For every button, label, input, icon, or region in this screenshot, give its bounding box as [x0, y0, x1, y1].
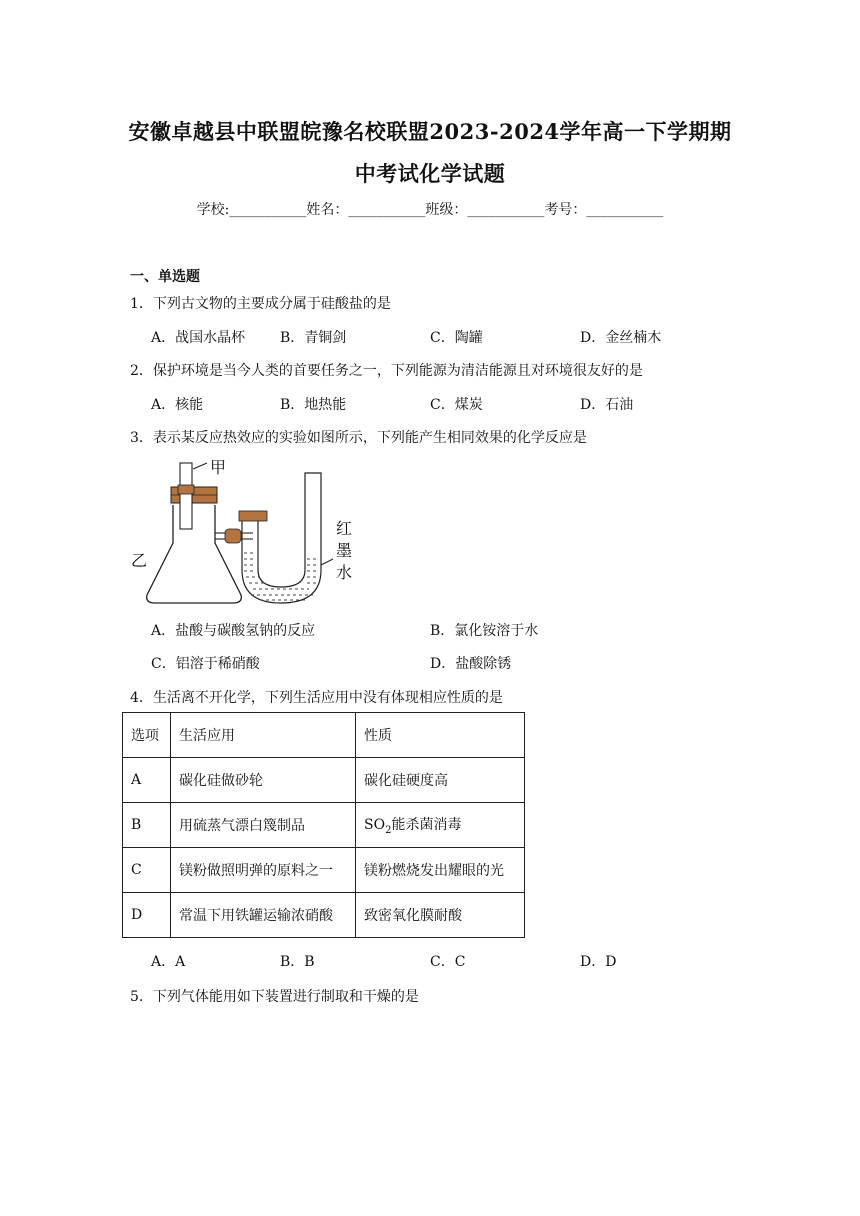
table-cell: 镁粉做照明弹的原料之一: [171, 848, 356, 893]
label-red-ink-1: 红: [336, 519, 353, 538]
table-cell: D: [123, 893, 171, 938]
label-jia: 甲: [210, 458, 227, 477]
dropper-tube: [180, 463, 192, 529]
question-2-stem: 2．保护环境是当今人类的首要任务之一，下列能源为清洁能源且对环境很友好的是: [130, 363, 643, 379]
question-3-option-b: B．氯化铵溶于水: [430, 623, 539, 639]
table-header-cell: 生活应用: [171, 713, 356, 758]
table-cell: 致密氧化膜耐酸: [356, 893, 525, 938]
table-row: [123, 758, 525, 803]
question-4-table: [122, 712, 525, 938]
label-red-ink-2: 墨: [336, 541, 353, 560]
table-header-cell: 性质: [356, 713, 525, 758]
experiment-apparatus-figure: [125, 455, 365, 615]
question-3-option-d: D．盐酸除锈: [430, 656, 512, 672]
u-tube: [242, 473, 321, 603]
table-cell: A: [123, 758, 171, 803]
table-cell: 碳化硅硬度高: [356, 758, 525, 803]
question-1-stem: 1．下列古文物的主要成分属于硅酸盐的是: [130, 296, 391, 312]
question-1-option-a: A．战国水晶杯: [151, 330, 246, 346]
property-text: 能杀菌消毒: [391, 817, 462, 834]
question-1-option-c: C．陶罐: [430, 330, 483, 346]
table-row: [123, 893, 525, 938]
question-1-option-b: B．青铜剑: [280, 330, 347, 346]
table-cell: 碳化硅做砂轮: [171, 758, 356, 803]
section-heading: 一、单选题: [130, 269, 200, 285]
page-title-line2: 中考试化学试题: [354, 161, 506, 186]
formula-subscript: 2: [385, 824, 392, 836]
flask-body: [147, 505, 242, 603]
question-3-option-a: A．盐酸与碳酸氢钠的反应: [151, 623, 316, 639]
question-4-option-b: B．B: [280, 954, 315, 970]
question-3-option-c: C．铝溶于稀硝酸: [151, 656, 260, 672]
table-cell: B: [123, 803, 171, 848]
rubber-connector: [225, 529, 241, 543]
question-4-option-d: D．D: [580, 954, 617, 970]
question-2-option-a: A．核能: [151, 397, 204, 413]
table-cell: C: [123, 848, 171, 893]
question-5-stem: 5．下列气体能用如下装置进行制取和干燥的是: [130, 989, 419, 1005]
table-header-row: [123, 713, 525, 758]
table-cell: [356, 803, 525, 848]
table-cell: 用硫蒸气漂白篾制品: [171, 803, 356, 848]
question-3-stem: 3．表示某反应热效应的实验如图所示，下列能产生相同效果的化学反应是: [130, 430, 587, 446]
table-cell: 镁粉燃烧发出耀眼的光: [356, 848, 525, 893]
question-2-option-b: B．地热能: [280, 397, 347, 413]
question-4-stem: 4．生活离不开化学，下列生活应用中没有体现相应性质的是: [130, 690, 503, 706]
label-red-ink-3: 水: [336, 563, 353, 582]
question-2-option-c: C．煤炭: [430, 397, 483, 413]
question-1-option-d: D．金丝楠木: [580, 330, 662, 346]
question-2-option-d: D．石油: [580, 397, 634, 413]
question-4-option-a: A．A: [151, 954, 186, 970]
table-row: [123, 803, 525, 848]
formula-so2: SO: [364, 817, 386, 834]
label-yi: 乙: [131, 551, 148, 570]
page-title-line1: 安徽卓越县中联盟皖豫名校联盟2023-2024学年高一下学期期: [128, 119, 732, 144]
table-cell: 常温下用铁罐运输浓硝酸: [171, 893, 356, 938]
table-row: [123, 848, 525, 893]
student-info-line: 学校:___________姓名：___________班级：___________考号：___________: [196, 202, 664, 218]
table-header-cell: 选项: [123, 713, 171, 758]
question-4-option-c: C．C: [430, 954, 466, 970]
